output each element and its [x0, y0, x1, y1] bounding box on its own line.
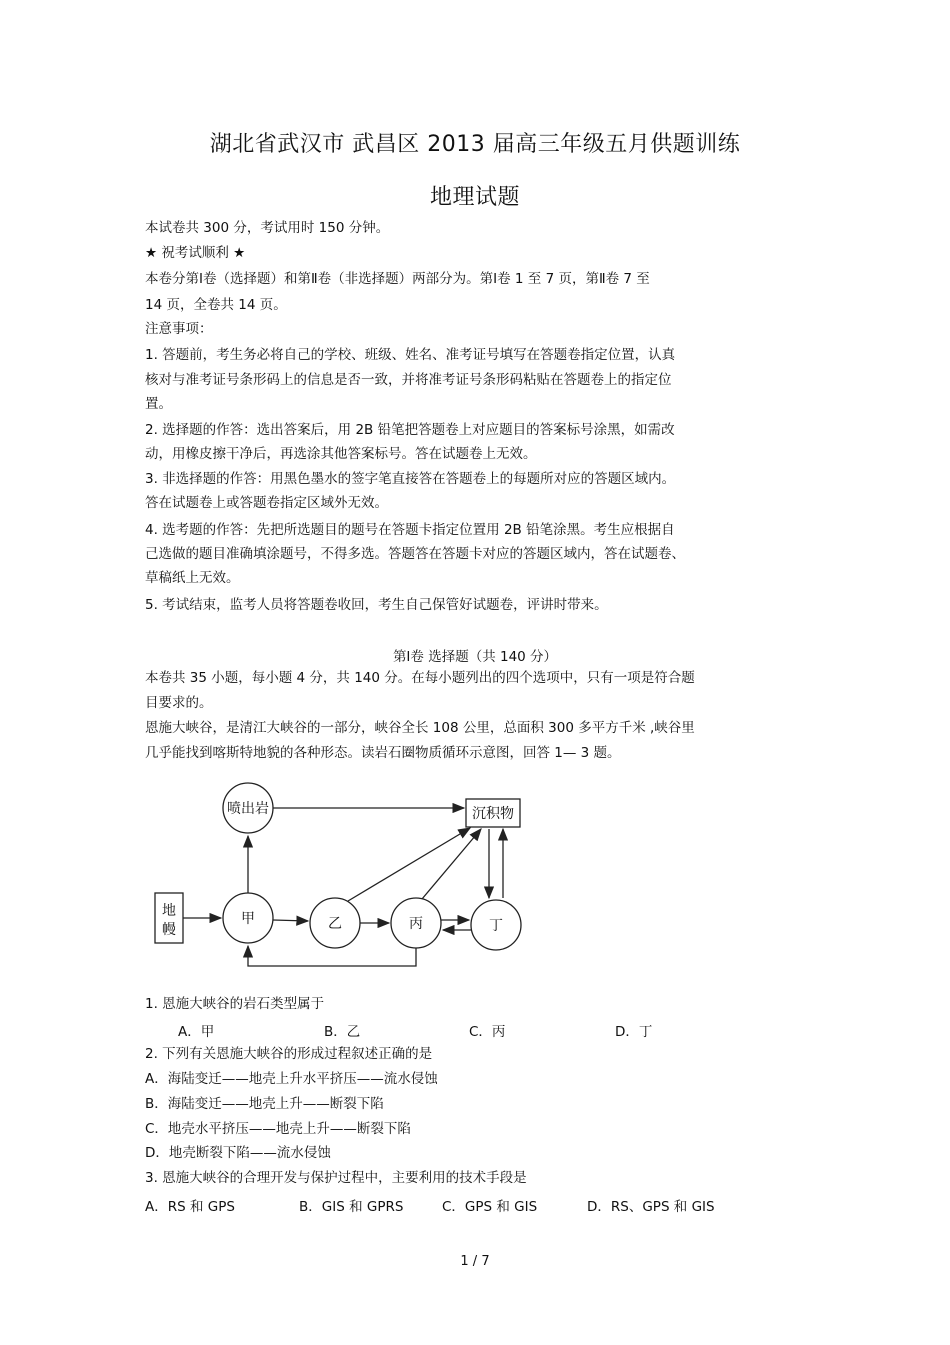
question-3-option-c: C．GPS 和 GIS [442, 1199, 538, 1215]
note-4-line-2: 己选做的题目准确填涂题号，不得多选。答题答在答题卡对应的答题区域内，答在试题卷、 [145, 546, 685, 562]
note-5: 5. 考试结束，监考人员将答题卷收回，考生自己保管好试题卷，评讲时带来。 [145, 597, 608, 613]
section-heading: 第Ⅰ卷 选择题（共 140 分） [392, 649, 558, 665]
note-1-line-1: 1. 答题前，考生务必将自己的学校、班级、姓名、准考证号填写在答题卷指定位置，认真 [145, 347, 676, 363]
extrusive-rock-label: 喷出岩 [227, 801, 269, 817]
mantle-label-1: 地 [162, 903, 176, 919]
question-3-option-b: B．GIS 和 GPRS [299, 1199, 404, 1215]
note-4-line-3: 草稿纸上无效。 [145, 570, 240, 586]
exam-subtitle: 地理试题 [429, 185, 520, 210]
rock-yi-label: 乙 [328, 916, 342, 932]
sediment-label: 沉积物 [472, 806, 514, 822]
note-1-line-3: 置。 [145, 396, 172, 412]
question-2-option-c: C．地壳水平挤压——地壳上升——断裂下陷 [145, 1121, 411, 1137]
note-3-line-2: 答在试题卷上或答题卷指定区域外无效。 [145, 495, 388, 511]
question-1-option-d: D．丁 [615, 1024, 653, 1040]
arrow-jia-to-yi [273, 920, 308, 921]
question-2-option-b: B．海陆变迁——地壳上升——断裂下陷 [145, 1096, 384, 1112]
exam-title: 湖北省武汉市 武昌区 2013 届高三年级五月供题训练 [209, 132, 741, 157]
notice-heading: 注意事项： [145, 321, 213, 337]
rock-bing-label: 丙 [409, 916, 423, 932]
question-1-option-b: B．乙 [324, 1024, 361, 1040]
arrow-bing-to-jia [248, 946, 416, 966]
note-1-line-2: 核对与准考证号条形码上的信息是否一致，并将准考证号条形码粘贴在答题卷上的指定位 [145, 372, 672, 388]
intro-pages: 14 页，全卷共 14 页。 [145, 297, 287, 313]
note-2-line-1: 2. 选择题的作答：选出答案后，用 2B 铅笔把答题卷上对应题目的答案标号涂黑，如需改 [145, 422, 675, 438]
intro-score: 本试卷共 300 分，考试用时 150 分钟。 [145, 220, 390, 236]
rock-jia-label: 甲 [241, 911, 255, 927]
question-2: 2. 下列有关恩施大峡谷的形成过程叙述正确的是 [145, 1046, 433, 1062]
section-desc-1: 本卷共 35 小题，每小题 4 分，共 140 分。在每小题列出的四个选项中，只有一项是符合题 [145, 670, 695, 686]
intro-wish: ★ 祝考试顺利 ★ [145, 245, 246, 261]
question-2-option-d: D．地壳断裂下陷——流水侵蚀 [145, 1145, 331, 1161]
section-desc-2: 目要求的。 [145, 695, 213, 711]
passage-line-1: 恩施大峡谷，是清江大峡谷的一部分，峡谷全长 108 公里，总面积 300 多平方千米 ,峡谷里 [145, 720, 695, 736]
rock-cycle-diagram [150, 780, 540, 975]
passage-line-2: 几乎能找到喀斯特地貌的各种形态。读岩石圈物质循环示意图，回答 1— 3 题。 [145, 745, 621, 761]
rock-ding-label: 丁 [489, 918, 503, 934]
question-1-option-c: C．丙 [469, 1024, 506, 1040]
note-3-line-1: 3. 非选择题的作答：用黑色墨水的签字笔直接答在答题卷上的每题所对应的答题区域内。 [145, 471, 676, 487]
question-3-option-d: D．RS、GPS 和 GIS [587, 1199, 715, 1215]
intro-structure: 本卷分第Ⅰ卷（选择题）和第Ⅱ卷（非选择题）两部分为。第Ⅰ卷 1 至 7 页，第Ⅱ卷 7 至 [145, 271, 650, 287]
question-1-option-a: A．甲 [178, 1024, 215, 1040]
mantle-label-2: 幔 [162, 922, 176, 938]
question-3: 3. 恩施大峡谷的合理开发与保护过程中，主要利用的技术手段是 [145, 1170, 527, 1186]
note-2-line-2: 动，用橡皮擦干净后，再选涂其他答案标号。答在试题卷上无效。 [145, 446, 537, 462]
question-3-option-a: A．RS 和 GPS [145, 1199, 235, 1215]
question-2-option-a: A．海陆变迁——地壳上升水平挤压——流水侵蚀 [145, 1071, 438, 1087]
question-1: 1. 恩施大峡谷的岩石类型属于 [145, 996, 325, 1012]
page-number: 1 / 7 [460, 1254, 490, 1269]
note-4-line-1: 4. 选考题的作答：先把所选题目的题号在答题卡指定位置用 2B 铅笔涂黑。考生应根据自 [145, 522, 675, 538]
